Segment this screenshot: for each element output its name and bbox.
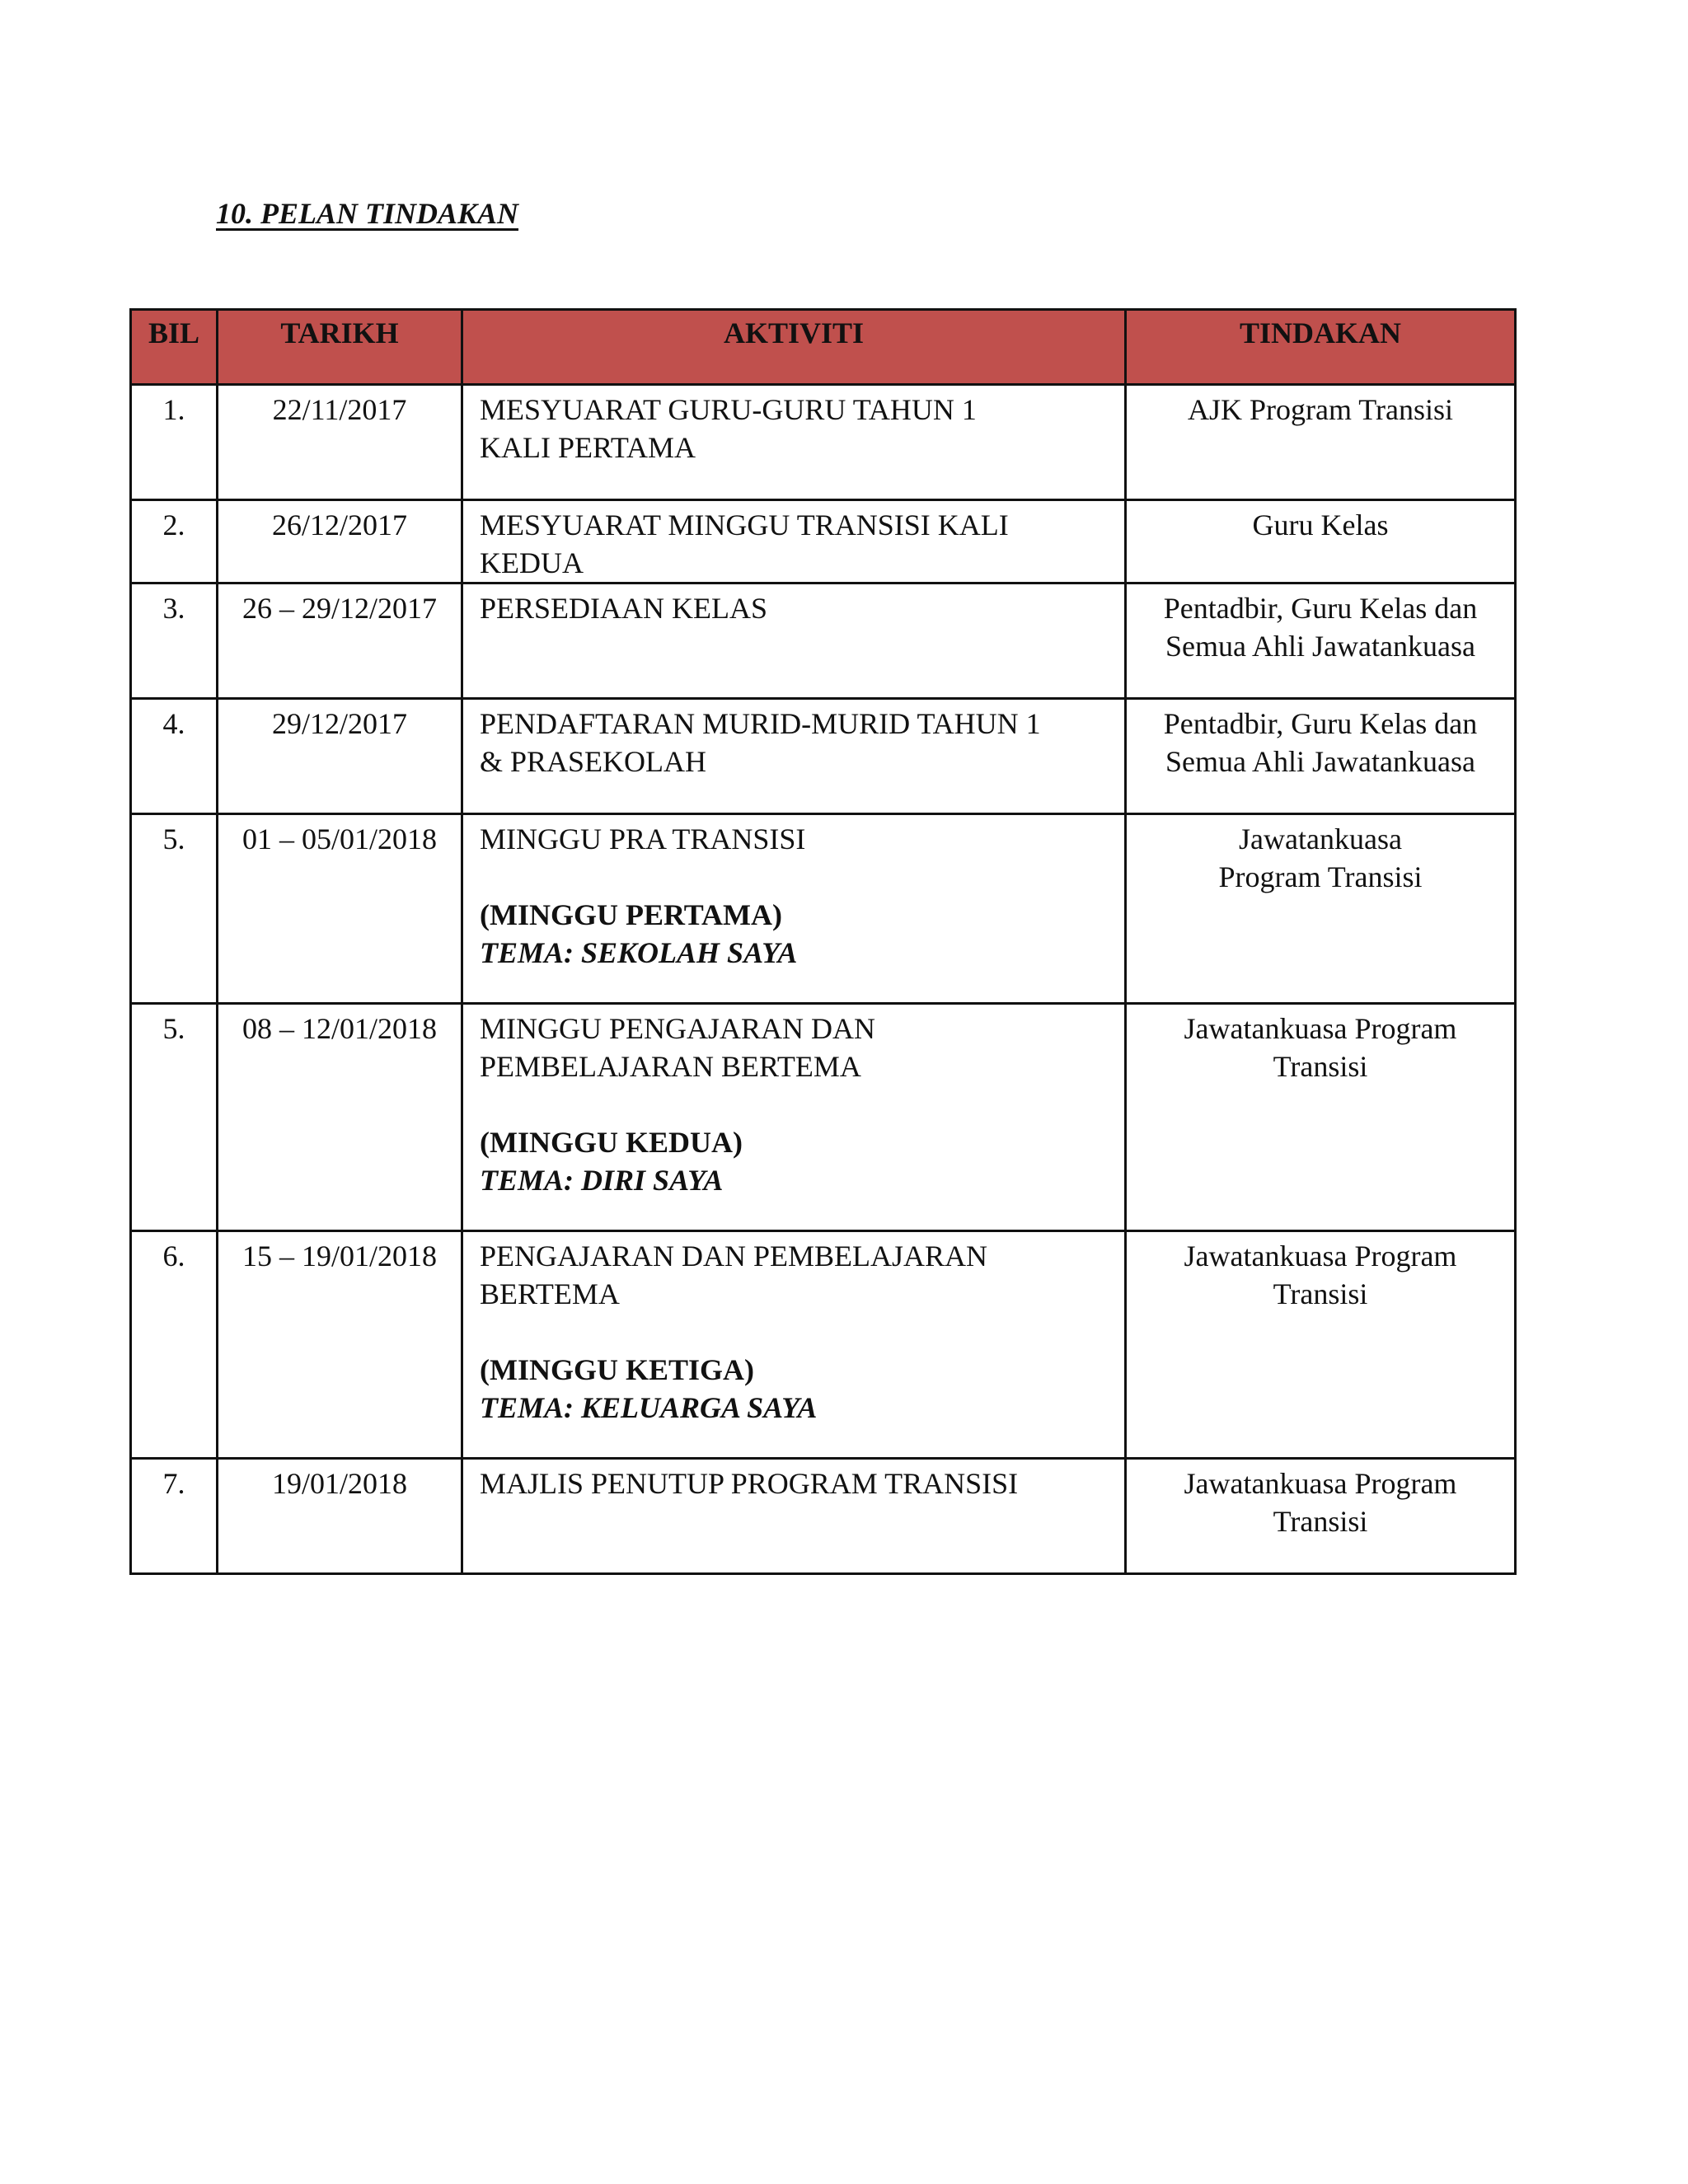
- tindakan-line: Semua Ahli Jawatankuasa: [1165, 630, 1475, 663]
- blank-line: [480, 1313, 1111, 1351]
- aktiviti-line: KEDUA: [480, 546, 584, 579]
- cell-tarikh: 08 – 12/01/2018: [218, 1004, 462, 1231]
- action-plan-table: [129, 308, 1517, 1575]
- tindakan-line: Pentadbir, Guru Kelas dan: [1163, 592, 1478, 625]
- week-label: (MINGGU PERTAMA): [480, 898, 783, 931]
- tindakan-line: AJK Program Transisi: [1187, 393, 1454, 426]
- header-aktiviti: AKTIVITI: [462, 310, 1126, 385]
- cell-tarikh: 22/11/2017: [218, 385, 462, 500]
- cell-tarikh: 26 – 29/12/2017: [218, 583, 462, 699]
- cell-tarikh: 26/12/2017: [218, 500, 462, 583]
- cell-tindakan: [1126, 814, 1516, 1004]
- cell-bil: 1.: [131, 385, 218, 500]
- cell-aktiviti: [462, 699, 1126, 814]
- cell-aktiviti: [462, 1004, 1126, 1231]
- blank-line: [480, 1085, 1111, 1123]
- tindakan-line: Transisi: [1273, 1505, 1368, 1538]
- cell-bil: 3.: [131, 583, 218, 699]
- cell-bil: 5.: [131, 814, 218, 1004]
- week-label: (MINGGU KETIGA): [480, 1353, 754, 1386]
- cell-tarikh: 19/01/2018: [218, 1459, 462, 1574]
- cell-bil: 7.: [131, 1459, 218, 1574]
- table-row: [131, 385, 1516, 500]
- cell-aktiviti: [462, 385, 1126, 500]
- tindakan-line: Pentadbir, Guru Kelas dan: [1163, 707, 1478, 740]
- aktiviti-line: MESYUARAT GURU-GURU TAHUN 1: [480, 393, 977, 426]
- tindakan-line: Transisi: [1273, 1277, 1368, 1310]
- aktiviti-line: BERTEMA: [480, 1277, 620, 1310]
- aktiviti-line: MAJLIS PENUTUP PROGRAM TRANSISI: [480, 1467, 1019, 1500]
- cell-tindakan: [1126, 1459, 1516, 1574]
- cell-tindakan: [1126, 583, 1516, 699]
- table-row: [131, 583, 1516, 699]
- tindakan-line: Jawatankuasa Program: [1184, 1240, 1457, 1272]
- cell-aktiviti: [462, 1231, 1126, 1459]
- cell-tindakan: [1126, 385, 1516, 500]
- tindakan-line: Guru Kelas: [1252, 509, 1389, 541]
- table-row: [131, 1459, 1516, 1574]
- header-bil: BIL: [131, 310, 218, 385]
- aktiviti-line: MINGGU PRA TRANSISI: [480, 823, 806, 855]
- tindakan-line: Jawatankuasa: [1239, 823, 1402, 855]
- table-row: [131, 699, 1516, 814]
- aktiviti-line: PENGAJARAN DAN PEMBELAJARAN: [480, 1240, 988, 1272]
- aktiviti-line: PEMBELAJARAN BERTEMA: [480, 1050, 861, 1083]
- tindakan-line: Jawatankuasa Program: [1184, 1012, 1457, 1045]
- cell-aktiviti: [462, 583, 1126, 699]
- cell-bil: 4.: [131, 699, 218, 814]
- tindakan-line: Transisi: [1273, 1050, 1368, 1083]
- cell-tindakan: [1126, 1231, 1516, 1459]
- cell-tindakan: [1126, 500, 1516, 583]
- cell-tindakan: [1126, 699, 1516, 814]
- cell-aktiviti: [462, 814, 1126, 1004]
- cell-bil: 5.: [131, 1004, 218, 1231]
- tindakan-line: Semua Ahli Jawatankuasa: [1165, 745, 1475, 778]
- aktiviti-line: KALI PERTAMA: [480, 431, 696, 464]
- cell-aktiviti: [462, 1459, 1126, 1574]
- header-tarikh: TARIKH: [218, 310, 462, 385]
- tindakan-line: Program Transisi: [1218, 860, 1423, 893]
- cell-bil: 6.: [131, 1231, 218, 1459]
- table-row: [131, 500, 1516, 583]
- cell-tarikh: 29/12/2017: [218, 699, 462, 814]
- blank-line: [480, 858, 1111, 896]
- table-header-row: [131, 310, 1516, 385]
- theme-label: TEMA: DIRI SAYA: [480, 1164, 724, 1197]
- aktiviti-line: & PRASEKOLAH: [480, 745, 707, 778]
- table-row: [131, 814, 1516, 1004]
- aktiviti-line: PENDAFTARAN MURID-MURID TAHUN 1: [480, 707, 1041, 740]
- table-row: [131, 1231, 1516, 1459]
- cell-tarikh: 15 – 19/01/2018: [218, 1231, 462, 1459]
- cell-tindakan: [1126, 1004, 1516, 1231]
- table-row: [131, 1004, 1516, 1231]
- tindakan-line: Jawatankuasa Program: [1184, 1467, 1457, 1500]
- theme-label: TEMA: SEKOLAH SAYA: [480, 936, 798, 969]
- theme-label: TEMA: KELUARGA SAYA: [480, 1391, 818, 1424]
- cell-aktiviti: [462, 500, 1126, 583]
- aktiviti-line: MINGGU PENGAJARAN DAN: [480, 1012, 876, 1045]
- week-label: (MINGGU KEDUA): [480, 1126, 743, 1159]
- cell-tarikh: 01 – 05/01/2018: [218, 814, 462, 1004]
- cell-bil: 2.: [131, 500, 218, 583]
- aktiviti-line: MESYUARAT MINGGU TRANSISI KALI: [480, 509, 1009, 541]
- section-title: 10. PELAN TINDAKAN: [216, 197, 519, 230]
- aktiviti-line: PERSEDIAAN KELAS: [480, 592, 768, 625]
- header-tindakan: TINDAKAN: [1126, 310, 1516, 385]
